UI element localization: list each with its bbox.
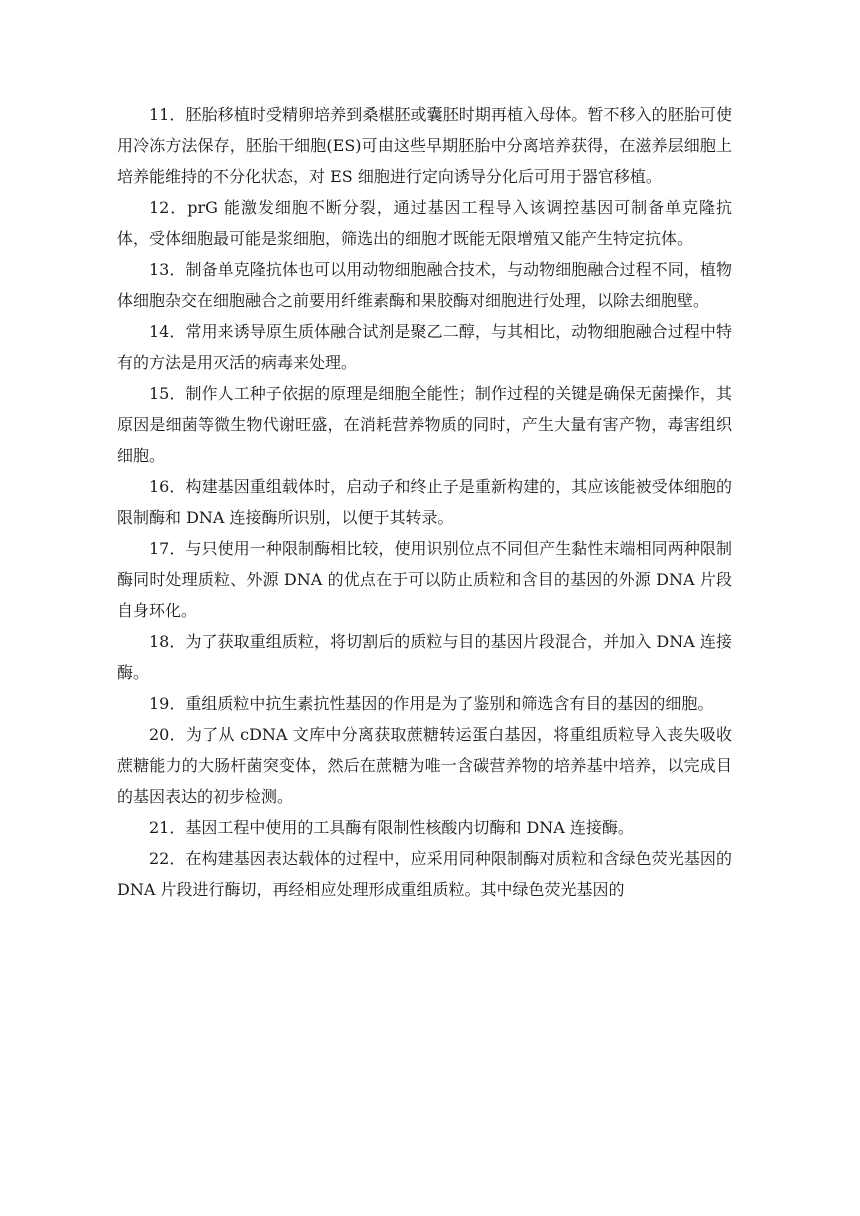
paragraph-17: 17．与只使用一种限制酶相比较，使用识别位点不同但产生黏性末端相同两种限制酶同时处理质粒、外源 DNA 的优点在于可以防止质粒和含目的基因的外源 DNA 片段自身环化。 [117, 539, 732, 620]
paragraph-16: 16．构建基因重组载体时，启动子和终止子是重新构建的，其应该能被受体细胞的限制酶和 DNA 连接酶所识别，以便于其转录。 [117, 477, 732, 527]
paragraph-11: 11．胚胎移植时受精卵培养到桑椹胚或囊胚时期再植入母体。暂不移入的胚胎可使用冷冻方法保存，胚胎干细胞(ES)可由这些早期胚胎中分离培养获得，在滋养层细胞上培养能维持的不分化状态，对 ES 细胞进行定向诱导分化后可用于器官移植。 [117, 105, 732, 186]
document-body [117, 99, 732, 905]
paragraph-12: 12．prG 能激发细胞不断分裂，通过基因工程导入该调控基因可制备单克隆抗体，受体细胞最可能是浆细胞，筛选出的细胞才既能无限增殖又能产生特定抗体。 [117, 198, 732, 248]
paragraph-14: 14．常用来诱导原生质体融合试剂是聚乙二醇，与其相比，动物细胞融合过程中特有的方法是用灭活的病毒来处理。 [117, 322, 732, 372]
paragraph-21: 21．基因工程中使用的工具酶有限制性核酸内切酶和 DNA 连接酶。 [149, 818, 634, 837]
paragraph-15: 15．制作人工种子依据的原理是细胞全能性；制作过程的关键是确保无菌操作，其原因是细菌等微生物代谢旺盛，在消耗营养物质的同时，产生大量有害产物，毒害组织细胞。 [117, 384, 732, 465]
paragraph-19: 19．重组质粒中抗生素抗性基因的作用是为了鉴别和筛选含有目的基因的细胞。 [149, 694, 714, 713]
paragraph-20: 20．为了从 cDNA 文库中分离获取蔗糖转运蛋白基因，将重组质粒导入丧失吸收蔗糖能力的大肠杆菌突变体，然后在蔗糖为唯一含碳营养物的培养基中培养，以完成目的基因表达的初步检测。 [117, 725, 732, 806]
paragraph-22: 22．在构建基因表达载体的过程中，应采用同种限制酶对质粒和含绿色荧光基因的 DNA 片段进行酶切，再经相应处理形成重组质粒。其中绿色荧光基因的 [117, 849, 732, 899]
paragraph-13: 13．制备单克隆抗体也可以用动物细胞融合技术，与动物细胞融合过程不同，植物体细胞杂交在细胞融合之前要用纤维素酶和果胶酶对细胞进行处理，以除去细胞壁。 [117, 260, 732, 310]
paragraph-18: 18．为了获取重组质粒，将切割后的质粒与目的基因片段混合，并加入 DNA 连接酶。 [117, 632, 732, 682]
